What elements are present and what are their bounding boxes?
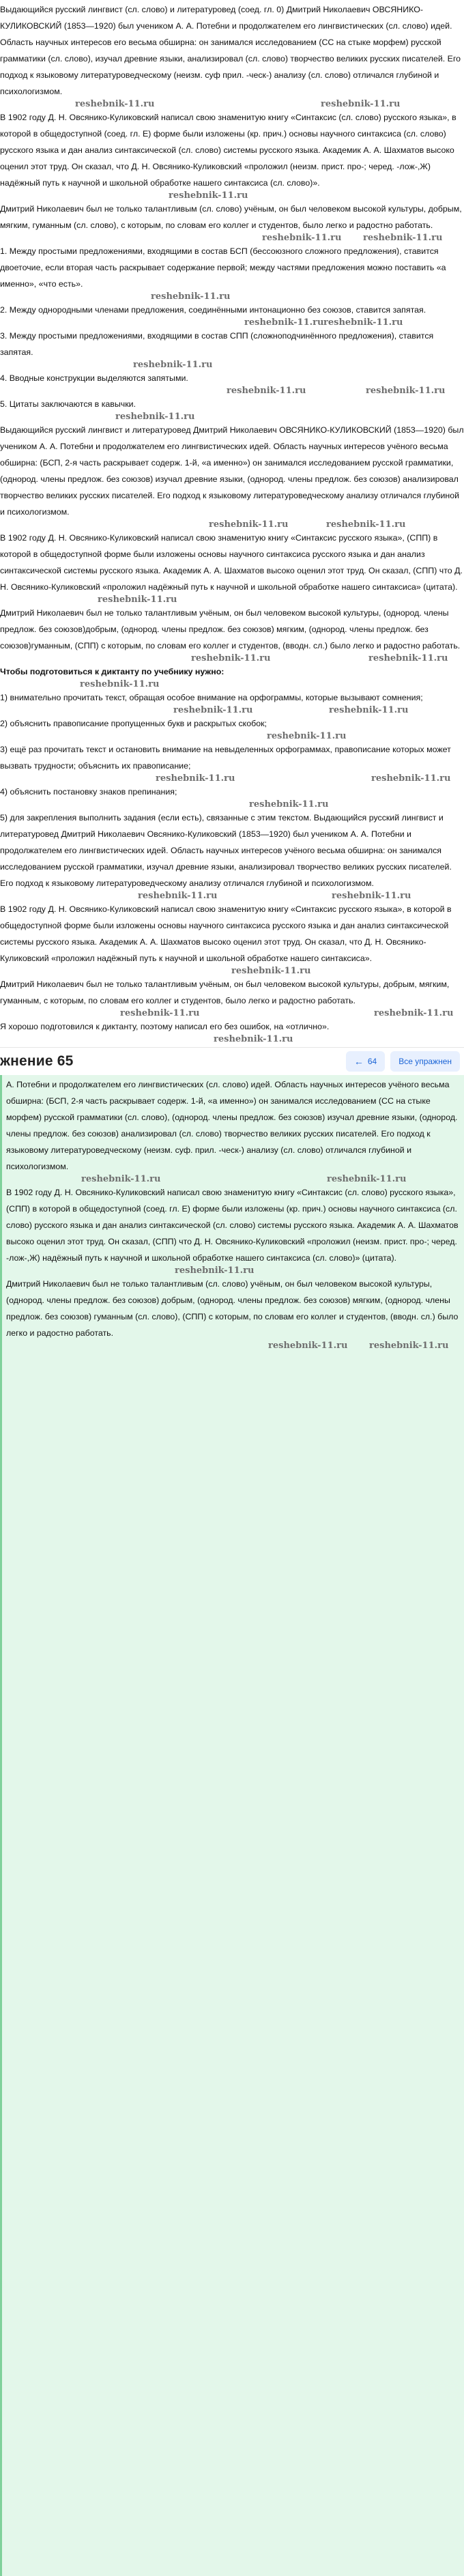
exercise-navigation-bar [0, 1047, 464, 1075]
watermark-text: reshebnik-11.ru [323, 317, 403, 328]
watermark-text: reshebnik-11.ru [369, 1341, 449, 1351]
watermark-row [0, 412, 464, 422]
all-exercises-label: Все упражнен [398, 1057, 452, 1066]
answer-block [0, 1075, 464, 2576]
exercise-title: жнение 65 [0, 1053, 74, 1069]
watermark-row [6, 1266, 461, 1276]
watermark-text: reshebnik-11.ru [231, 966, 311, 976]
watermark-row [0, 292, 464, 302]
watermark-row [0, 967, 464, 976]
main-paragraph: 1) внимательно прочитать текст, обращая особое внимание на орфограммы, которые вызывают сомнения; [0, 693, 423, 702]
watermark-text: reshebnik-11.ru [374, 1008, 454, 1018]
main-paragraph: Выдающийся русский лингвист (сл. слово) и литературовед (соед. гл. 0) Дмитрий Николаевич ОВСЯНИКО-КУЛИКОВСКИЙ (1853—1920) был учеником А. А. Потебни и продолжателем его лингвистических (сл. слово) идей. Область научных интересов его весьма обширна: он занимался исследованием (СС на стыке морфем) русской грамматики (сл. слово), изучал древние языки, анализировал (сл. слово) творчество великих русских писателей. Его подход к языковому литературоведческому (неизм. суф прил. -ческ-) анализу (сл. слово) отличался глубиной и психологизмом. [0, 5, 461, 96]
watermark-row [0, 680, 464, 689]
watermark-text: reshebnik-11.ru [209, 519, 289, 530]
watermark-text: reshebnik-11.ru [120, 1008, 200, 1018]
prev-exercise-button[interactable] [346, 1051, 385, 1072]
watermark-text: reshebnik-11.ru [268, 1341, 348, 1351]
watermark-text: reshebnik-11.ru [321, 99, 401, 109]
answer-paragraph: Дмитрий Николаевич был не только талантливым (сл. слово) учёным, он был человеком высокой культуры, (однород. члены предлож. без союзов) добрым, (однород. члены предлож. без союзов) мягким, (однород. члены предлож. без союзов) гуманным (сл. слово), (СПП) с которым, по словам его коллег и студентов, (вводн. сл.) было легко и радостно работать. [6, 1279, 459, 1338]
watermark-text: reshebnik-11.ru [332, 891, 411, 901]
main-paragraph: 5) для закрепления выполнить задания (если есть), связанные с этим текстом. Выдающийся русский лингвист и литературовед Дмитрий Николаевич Овсянико-Куликовский (1853—1920) был учеником А. А. Потебни и продолжателем его лингвистических идей. Область научных интересов учёного весьма обширна: он занимался исследованием русской грамматики, изучал древние языки, анализировал творчество великих русских писателей. Его подход к языковому литературоведческому анализу отличался глубиной и психологизмом. [0, 813, 452, 888]
main-paragraph: Дмитрий Николаевич был не только талантливым учёным, он был человеком высокой культуры, (однород. члены предлож. без союзов)добрым, (однород. члены предлож. без союзов) мягким, (однород. члены предлож. без союзов)гуманным, (СПП) с которым, по словам его коллег и студентов, (вводн. сл.) было легко и радостно работать. [0, 608, 461, 650]
watermark-row [0, 774, 464, 784]
main-paragraph: Выдающийся русский лингвист и литературовед Дмитрий Николаевич ОВСЯНИКО-КУЛИКОВСКИЙ (1853—1920) был учеником А. А. Потебни и продолжателем его лингвистических идей. Область научных интересов учёного весьма обширна: (БСП, 2-я часть раскрывает содерж. 1-й, «а именно») он занимался исследованием русской грамматики, (однород. члены предлож. без союзов) изучал древние языки, (однород. члены предлож. без союзов) анализировал творчество великих русских писателей. Его подход к языковому литературоведческому анализу отличался глубиной и психологизмом. [0, 425, 464, 517]
watermark-row [0, 233, 464, 243]
answer-paragraph: В 1902 году Д. Н. Овсянико-Куликовский написал свою знаменитую книгу «Синтаксис (сл. слово) русского языка», (СПП) в которой в общедоступной (соед. гл. Е) форме были изложены (кр. прич.) основы научного синтаксиса (сл. слово) русского языка и дан анализ синтаксической (сл. слово) системы русского языка. Академик А. А. Шахматов высоко оценил этот труд. Он сказал, (СПП) что Д. Н. Овсянико-Куликовский «проложил (неизм. прист. про-; черед. -лож-,Ж) надёжный путь к научной и школьной обработке нашего синтаксиса (сл. слово)» (цитата). [6, 1188, 459, 1263]
prev-exercise-label: 64 [367, 1057, 377, 1066]
watermark-text: reshebnik-11.ru [173, 705, 253, 715]
main-paragraph: 4) объяснить постановку знаков препинания; [0, 787, 177, 797]
main-paragraph: 5. Цитаты заключаются в кавычки. [0, 399, 136, 409]
exercise-nav-buttons [346, 1051, 460, 1072]
watermark-text: reshebnik-11.ru [81, 1174, 161, 1184]
watermark-row [0, 520, 464, 530]
watermark-text: reshebnik-11.ru [329, 705, 409, 715]
watermark-text: reshebnik-11.ru [138, 891, 218, 901]
watermark-text: reshebnik-11.ru [327, 1174, 407, 1184]
main-paragraph: 2) объяснить правописание пропущенных букв и раскрытых скобок; [0, 719, 267, 728]
main-paragraph: 4. Вводные конструкции выделяются запятыми. [0, 373, 188, 383]
main-paragraph: Дмитрий Николаевич был не только талантливым учёным, он был человеком высокой культуры, добрым, мягким, гуманным, с которым, по словам его коллег и студентов, было легко и радостно работать. [0, 979, 450, 1005]
main-paragraph: 1. Между простыми предложениями, входящими в состав БСП (бессоюзного сложного предложения), ставится двоеточие, если вторая часть раскрывает содержание первой; между частями предложения можно поставить «а именно», «что есть». [0, 246, 446, 289]
watermark-row [6, 1175, 461, 1184]
watermark-text: reshebnik-11.ru [368, 653, 448, 663]
watermark-text: reshebnik-11.ru [366, 386, 446, 396]
watermark-row [0, 386, 464, 396]
all-exercises-button[interactable] [390, 1051, 460, 1072]
watermark-text: reshebnik-11.ru [371, 773, 451, 784]
main-paragraph: В 1902 году Д. Н. Овсянико-Куликовский написал свою знаменитую книгу «Синтаксис (сл. слово) русского языка», в которой в общедоступной (соед. гл. Е) форме были изложены (кр. прич.) основы научного синтаксиса (сл. слово) русского языка и дан анализ синтаксической (сл. слово) системы русского языка. Академик А. А. Шахматов высоко оценил этот труд. Он сказал, что Д. Н. Овсянико-Куликовский «проложил (неизм. прист. про-; черед. -лож-,Ж) надёжный путь к научной и школьной обработке нашего синтаксиса (сл. слово)». [0, 113, 456, 188]
watermark-text: reshebnik-11.ru [363, 233, 443, 243]
watermark-row [0, 800, 464, 810]
watermark-text: reshebnik-11.ru [326, 519, 406, 530]
watermark-row [0, 1009, 464, 1018]
arrow-left-icon: ← [353, 1056, 364, 1067]
watermark-text: reshebnik-11.ru [169, 190, 248, 201]
watermark-row [0, 595, 464, 605]
main-paragraph: 3. Между простыми предложениями, входящими в состав СПП (сложноподчинённого предложения), ставится запятая. [0, 331, 434, 357]
watermark-row [0, 732, 464, 741]
answer-paragraph: А. Потебни и продолжателем его лингвистических (сл. слово) идей. Область научных интересов учёного весьма обширна: (БСП, 2-я часть раскрывает содерж. 1-й, «а именно») он занимался исследованием (СС на стыке морфем) русской грамматики (сл. слово), (однород. члены предлож. без союзов) изучал древние языки, (однород. члены предлож. без союзов) анализировал (сл. слово) творчество великих русских писателей. Его подход к языковому литературоведческому (неизм. суф. прил. -ческ-) анализу (сл. слово) отличался глубиной и психологизмом. [6, 1080, 458, 1171]
main-paragraph: Чтобы подготовиться к диктанту по учебнику нужно: [0, 667, 224, 676]
watermark-text: reshebnik-11.ru [175, 1265, 255, 1276]
main-paragraph: Я хорошо подготовился к диктанту, поэтому написал его без ошибок, на «отлично». [0, 1022, 330, 1031]
watermark-row [0, 654, 464, 663]
watermark-row [0, 360, 464, 370]
watermark-text: reshebnik-11.ru [262, 233, 342, 243]
main-paragraph: В 1902 году Д. Н. Овсянико-Куликовский написал свою знаменитую книгу «Синтаксис русского языка», в которой в общедоступной форме были изложены основы научного синтаксиса русского языка и дан анализ синтаксической системы русского языка. Академик А. А. Шахматов высоко оценил этот труд. Он сказал, что Д. Н. Овсянико-Куликовский «проложил надёжный путь к научной и школьной обработке нашего синтаксиса». [0, 904, 452, 963]
watermark-text: reshebnik-11.ru [80, 679, 160, 689]
watermark-text: reshebnik-11.ru [227, 386, 306, 396]
watermark-text: reshebnik-11.ru [133, 360, 213, 370]
watermark-row [0, 100, 464, 109]
watermark-text: reshebnik-11.ru [98, 595, 177, 605]
watermark-text: reshebnik-11.ru [214, 1034, 293, 1044]
main-paragraph: В 1902 году Д. Н. Овсянико-Куликовский написал свою знаменитую книгу «Синтаксис русского языка», (СПП) в которой в общедоступной форме были изложены основы научного синтаксиса русского языка и дан анализ синтаксической системы русского языка. Академик А. А. Шахматов высоко оценил этот труд. Он сказал, (СПП) что Д. Н. Овсянико-Куликовский «проложил надёжный путь к научной и школьной обработке нашего синтаксиса» (цитата). [0, 533, 463, 592]
watermark-text: reshebnik-11.ru [151, 291, 231, 302]
watermark-text: reshebnik-11.ru [115, 412, 195, 422]
watermark-row [6, 1341, 461, 1351]
watermark-row [0, 191, 464, 201]
watermark-row [0, 318, 464, 328]
main-paragraph: 3) ещё раз прочитать текст и остановить внимание на невыделенных орфограммах, правописание которых может вызвать трудности; объяснить их правописание; [0, 745, 451, 771]
main-paragraph: Дмитрий Николаевич был не только талантливым (сл. слово) учёным, он был человеком высокой культуры, добрым, мягким, гуманным (сл. слово), с которым, по словам его коллег и студентов, было легко и радостно работать. [0, 204, 462, 230]
watermark-text: reshebnik-11.ru [249, 799, 329, 810]
watermark-text: reshebnik-11.ru [244, 317, 324, 328]
watermark-text: reshebnik-11.ru [267, 731, 347, 741]
watermark-text: reshebnik-11.ru [156, 773, 235, 784]
main-paragraph: 2. Между однородными членами предложения, соединёнными интонационно без союзов, ставится запятая. [0, 305, 426, 315]
watermark-row [0, 891, 464, 901]
watermark-text: reshebnik-11.ru [75, 99, 155, 109]
solution-document [0, 0, 464, 1044]
watermark-text: reshebnik-11.ru [191, 653, 271, 663]
watermark-row [0, 1035, 464, 1044]
watermark-row [0, 706, 464, 715]
